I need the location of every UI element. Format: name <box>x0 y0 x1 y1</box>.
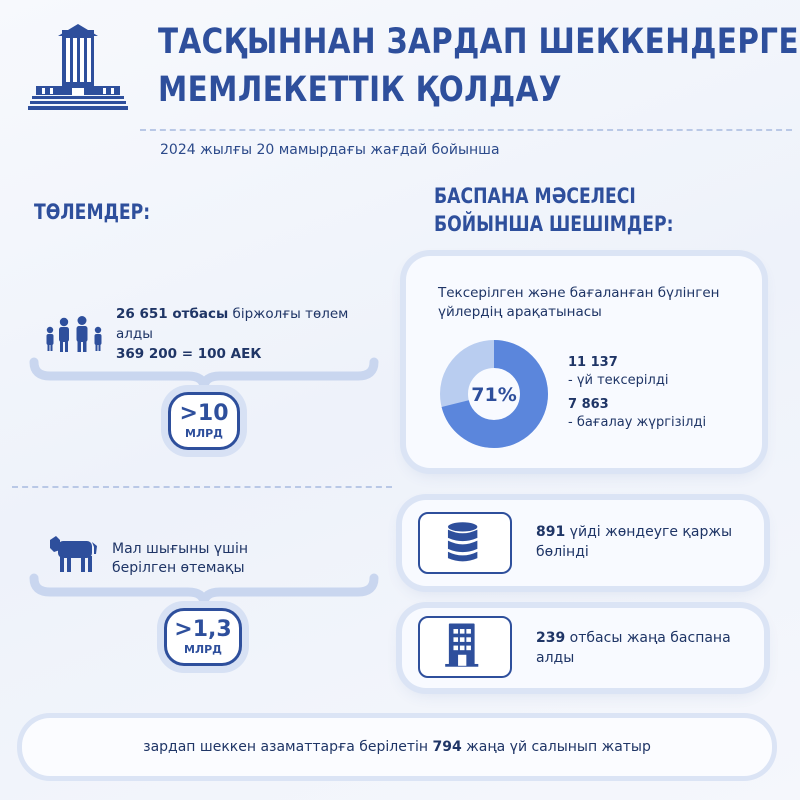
footer-suffix: жаңа үй салынып жатыр <box>461 739 651 755</box>
housing-heading <box>434 182 673 238</box>
repair-text <box>536 522 736 562</box>
new-home-description: отбасы жаңа баспана алды <box>536 630 731 666</box>
repair-description: үйді жөндеуге қаржы бөлінді <box>536 524 733 560</box>
housing-heading-line-2: БОЙЫНША ШЕШІМДЕР: <box>434 212 674 236</box>
repair-count: 891 <box>536 524 566 540</box>
assessed-label: - бағалау жүргізілді <box>568 415 707 430</box>
family-icon <box>42 316 106 352</box>
families-count: 26 651 отбасы <box>116 306 229 322</box>
families-text: біржолғы төлем алды <box>116 306 349 342</box>
amount-formula: 369 200 = 100 АЕК <box>116 346 262 362</box>
left-divider <box>12 486 392 488</box>
database-icon <box>418 512 512 574</box>
title-line-1: ТАСҚЫННАН ЗАРДАП ШЕККЕНДЕРГЕ <box>158 22 799 62</box>
inspected-stat <box>568 354 668 390</box>
inspected-label: - үй тексерілді <box>568 373 669 388</box>
government-building-logo <box>28 22 128 120</box>
new-housing-text <box>536 628 736 668</box>
livestock-compensation-text: Мал шығыны үшін берілген өтемақы <box>112 541 249 576</box>
apartment-building-icon <box>418 616 512 678</box>
assessed-stat <box>568 396 706 432</box>
new-home-count: 239 <box>536 630 566 646</box>
donut-percent-label: 71% <box>471 384 517 406</box>
inspection-card-title: Тексерілген және бағаланған бүлінген үйлердің арақатынасы <box>438 285 720 320</box>
livestock-total-badge <box>164 608 242 666</box>
livestock-brace <box>28 572 380 608</box>
payments-brace <box>28 356 380 392</box>
cow-icon <box>48 532 100 574</box>
inspection-donut-chart <box>440 340 548 448</box>
date-subtitle: 2024 жылғы 20 мамырдағы жағдай бойынша <box>160 142 500 158</box>
payments-heading <box>34 198 150 226</box>
title-line-2: МЕМЛЕКЕТТІК ҚОЛДАУ <box>158 70 562 110</box>
footer-count: 794 <box>432 739 462 755</box>
payments-heading-text: ТӨЛЕМДЕР: <box>34 200 151 224</box>
footer-banner <box>22 718 772 776</box>
payments-total-unit: МЛРД <box>185 427 223 440</box>
inspected-value: 11 137 <box>568 355 618 370</box>
footer-prefix: зардап шеккен азаматтарға берілетін <box>143 739 433 755</box>
payments-description <box>116 304 376 364</box>
housing-heading-line-1: БАСПАНА МӘСЕЛЕСІ <box>434 184 636 208</box>
assessed-value: 7 863 <box>568 397 609 412</box>
livestock-total-unit: МЛРД <box>184 643 222 656</box>
livestock-total-value: >1,3 <box>174 617 232 642</box>
payments-total-badge <box>168 392 240 450</box>
payments-total-value: >10 <box>179 401 229 426</box>
header-divider <box>140 129 792 131</box>
page-title <box>158 18 799 114</box>
